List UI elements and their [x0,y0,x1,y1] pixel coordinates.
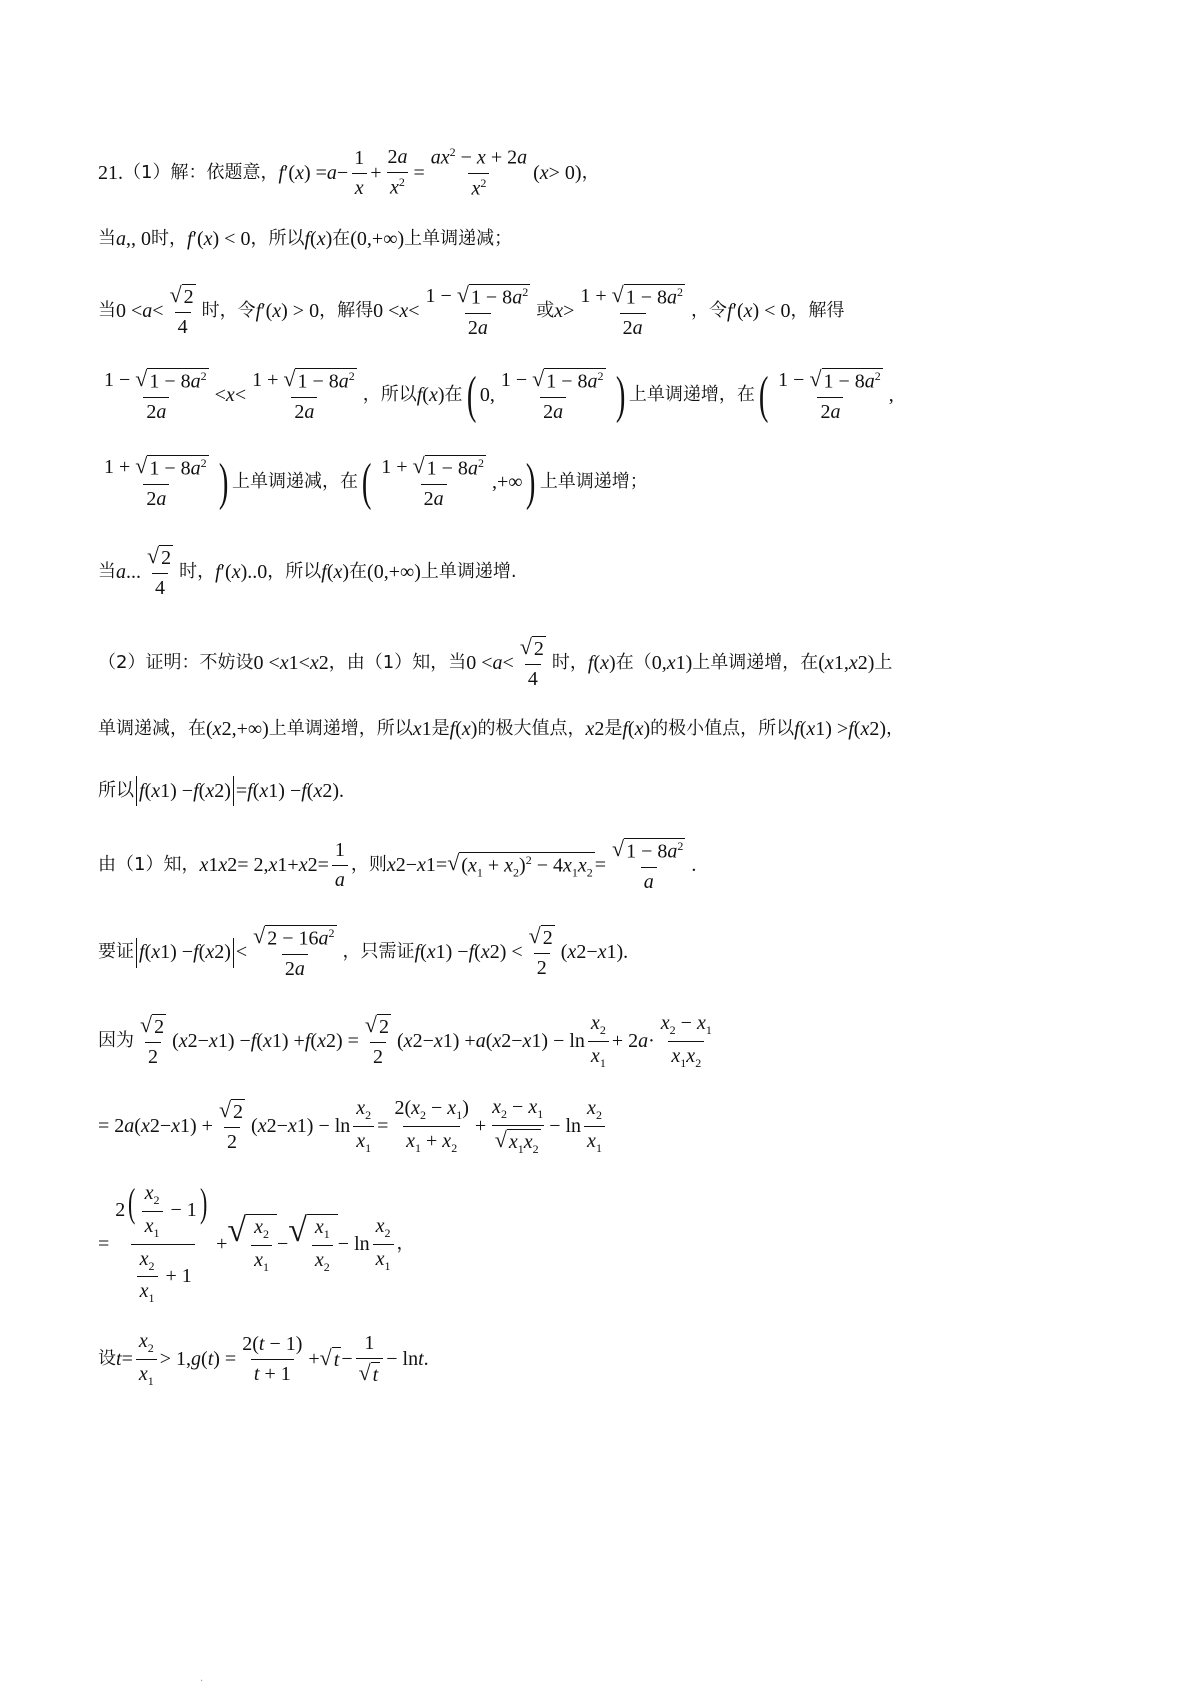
abs-line: 所以 f ( x 1 ) − f ( x 2 ) = f ( x 1 ) − f ( x 2 ). [98,776,1140,806]
case2-interval-line: 1 − √ $1 - 8a^2$ 2a < x < 1 + √ $1 - 8a^2$ 2a ，所以 f ( x ) 在 ( 0, 1 − √ $1 - 8a^2$ 2a ) 上单调递增， 在 ( 1 − √ $1 - 8a^2$ 2a , [104,366,894,424]
case1-line: 当 a ,, 0 时， f ′( x ) < 0 ，所以 f ( x ) 在 (0,+∞) 上单调递减； [98,228,513,250]
part1-label: （1）解：依题意， [123,161,279,183]
part2-line2: 单调递减，在 ( x 2 ,+∞) 上单调递增，所以 x 1 是 f ( x ) 的极大值点， x 2 是 f ( x ) 的极小值点，所以 f ( x 1 ) > f ( x 2 ) ， [98,718,905,740]
prove-line: 要证 f ( x 1 ) − f ( x 2 ) < √ $2 - 16a^2$ 2a ，只需证 f ( x 1 ) − f ( x 2 ) < √ 2 2 ( x 2 − x 1 ). [98,923,629,980]
case2-line: 当 0 < a < √ 2 4 时，令 f ′( x ) > 0 ，解得 0 < x < 1 − √ $1 - 8a^2$ 2a 或 x > 1 + √ $1 - 8a^2$ 2a ，令 f ′( x ) < 0 ，解得 [98,282,845,339]
case2-interval-line2: 1 + √ $1 - 8a^2$ 2a ) 上单调递减， 在 ( 1 + √ $1 - 8a^2$ 2a ,+∞ ) 上单调递增； [104,453,648,511]
equals-line2: = 2( $\frac{x_2}{x_1}$ − 1) $\frac{x_2}{x_1}$ + 1 + √ $\frac{x_2}{x_1}$ − √ $\frac{x_1}{x_2}$ − ln $\frac{x_2}{x_1}$ ， [98,1179,415,1306]
problem-number: 21. [98,161,123,184]
case3-line: 当 a ... √ 2 4 时， f ′( x )..0 ，所以 f ( x ) 在 (0,+∞) 上单调递增. [98,543,517,599]
part2-line: （2）证明：不妨设 0 < x 1 < x 2 ，由（1）知，当 0 < a < √ 2 4 时， f ( x ) 在（ 0, x 1 ) 上单调递增，在 ( x 1 , x 2 ) 上 [98,634,893,690]
derivative-line: 21. （1）解：依题意， f ′( x ) = a − $\frac{1}{x}$ + $\frac{2a}{x^2}$ = $\frac{ax^2 - x + 2a}{x^2}$ ( x > 0) ， [98,145,600,200]
because-line: 因为 √ 2 2 ( x 2 − x 1 ) − f ( x 1 ) + f ( x 2 ) = √ 2 2 ( x 2 − x 1 ) + a ( x 2 − x 1 ) − ln $\frac{x_2}{x_1}$ + 2 a · $\frac{x_2 - x_1}{x_1x_2}$ [98,1011,712,1070]
equals-line1: = 2 a ( x 2 − x 1 ) + √ 2 2 ( x 2 − x 1 ) − ln $\frac{x_2}{x_1}$ = $\frac{2(x_2 - x_1)}{x_1 + x_2}$ + $x_2 - x_1$ √ $x_1x_2$ − ln $\frac{x_2}{x_1}$ [98,1096,1140,1157]
footer-mark: · [200,1676,204,1687]
vieta-line: 由（1）知， x 1 x 2 = 2, x 1 + x 2 = $\frac{1}{a}$ ，则 x 2 − x 1 = √ $(x_1 + x_2)^2 - 4x_1x_2$ = √ $1 - 8a^2$ a . [98,836,697,893]
substitution-line: 设 t = $\frac{x_2}{x_1}$ > 1, g ( t ) = $\frac{2(t - 1)}{t + 1}$ + √ t − 1 √ t − ln t . [98,1330,429,1388]
